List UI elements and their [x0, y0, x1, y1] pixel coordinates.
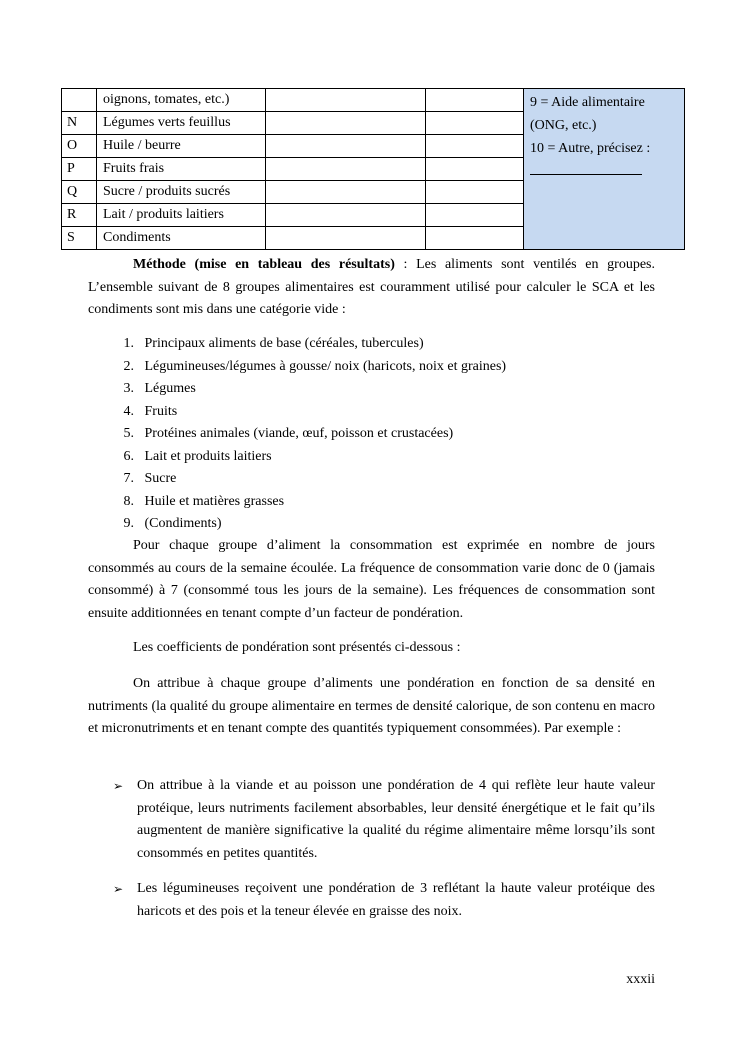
bullet-list	[113, 775, 655, 865]
row-label: Sucre / produits sucrés	[97, 181, 266, 204]
list-item	[88, 513, 655, 536]
list-number: 7.	[123, 471, 134, 486]
list-label: Sucre	[144, 471, 177, 486]
list-item	[88, 446, 655, 469]
list-label: Protéines animales (viande, œuf, poisson et crustacées)	[144, 426, 454, 441]
empty-cell	[266, 158, 426, 181]
row-label: Fruits frais	[97, 158, 266, 181]
bullet-list	[113, 878, 655, 923]
table-row	[62, 89, 685, 112]
empty-cell	[426, 204, 524, 227]
empty-cell	[266, 89, 426, 112]
list-number: 3.	[123, 381, 134, 396]
bullet-text: Les légumineuses reçoivent une pondération de 3 reflétant la haute valeur protéique des haricots et des pois et la teneur élevée en graisse des noix.	[137, 881, 655, 919]
list-number: 6.	[123, 448, 134, 464]
food-groups-table	[61, 88, 685, 250]
list-number: 2.	[123, 358, 134, 374]
arrow-bullet-icon: ➢	[113, 779, 124, 793]
list-item	[88, 423, 655, 446]
row-code: P	[62, 158, 97, 181]
empty-cell	[266, 135, 426, 158]
list-label: (Condiments)	[144, 516, 222, 531]
list-label: Lait et produits laitiers	[144, 448, 272, 464]
row-label: Huile / beurre	[97, 135, 266, 158]
food-group-list	[88, 333, 655, 536]
list-number: 8.	[123, 493, 134, 509]
row-label: Condiments	[97, 227, 266, 250]
list-item	[88, 333, 655, 356]
coefficients-paragraph: Les coefficients de pondération sont présentés ci-dessous :	[133, 640, 461, 655]
empty-cell	[426, 158, 524, 181]
arrow-bullet-icon: ➢	[113, 882, 124, 896]
empty-cell	[266, 204, 426, 227]
empty-cell	[426, 135, 524, 158]
bullet-text: On attribue à la viande et au poisson une pondération de 4 qui reflète leur haute valeur protéique, leurs nutriments facilement absorbables, leur densité énergétique et le fait qu’ils augmentent de manière significative la qualité du régime alimentaire même lorsqu’ils sont consommés en petites quantités.	[137, 778, 655, 861]
list-label: Légumes	[144, 381, 196, 396]
list-label: Fruits	[144, 403, 178, 419]
list-label: Huile et matières grasses	[144, 493, 285, 509]
frequency-paragraph: Pour chaque groupe d’aliment la consommation est exprimée en nombre de jours consommés au cours de la semaine écoulée. La fréquence de consommation varie donc de 0 (jamais consommé) à 7 (consommé tous les jours de la semaine). Les fréquences de consommation sont ensuite additionnées en tenant compte d’un facteur de pondération.	[88, 538, 655, 621]
list-label: Principaux aliments de base (céréales, tubercules)	[144, 336, 424, 351]
empty-cell	[426, 227, 524, 250]
attribution-paragraph: On attribue à chaque groupe d’aliments une pondération en fonction de sa densité en nutriments (la qualité du groupe alimentaire en termes de densité calorique, de son contenu en macro et micronutriments et en tenant compte des quantités typiquement consommées). Par exemple :	[88, 676, 655, 736]
empty-cell	[266, 181, 426, 204]
list-item	[113, 775, 655, 865]
list-label: Légumineuses/légumes à gousse/ noix (haricots, noix et graines)	[144, 358, 507, 374]
list-item	[88, 468, 655, 491]
empty-cell	[426, 112, 524, 135]
empty-cell	[426, 89, 524, 112]
list-item	[88, 491, 655, 514]
row-code: R	[62, 204, 97, 227]
legend-line: 10 = Autre, précisez :	[530, 141, 651, 156]
row-code: N	[62, 112, 97, 135]
list-item	[88, 401, 655, 424]
list-number: 1.	[123, 336, 134, 351]
row-label: Lait / produits laitiers	[97, 204, 266, 227]
blank-line	[530, 160, 678, 183]
method-heading: Méthode (mise en tableau des résultats)	[133, 257, 395, 272]
list-item	[113, 878, 655, 923]
legend-cell	[524, 89, 685, 250]
row-code: Q	[62, 181, 97, 204]
row-code	[62, 89, 97, 112]
list-item	[88, 356, 655, 379]
row-code: O	[62, 135, 97, 158]
page-number: xxxii	[626, 972, 655, 987]
empty-cell	[266, 227, 426, 250]
legend-line: 9 = Aide alimentaire	[530, 95, 645, 110]
row-label: Légumes verts feuillus	[97, 112, 266, 135]
empty-cell	[266, 112, 426, 135]
list-number: 9.	[123, 516, 134, 531]
list-number: 4.	[123, 403, 134, 419]
empty-cell	[426, 181, 524, 204]
legend-line: (ONG, etc.)	[530, 118, 597, 133]
method-text: : Les aliments sont ventilés en groupes. L’ensemble suivant de 8 groupes alimentaires est couramment utilisé pour calculer le SCA et les condiments sont mis dans une catégorie vide :	[88, 257, 655, 317]
row-label: oignons, tomates, etc.)	[97, 89, 266, 112]
list-item	[88, 378, 655, 401]
list-number: 5.	[123, 426, 134, 441]
method-paragraph	[88, 254, 655, 322]
row-code: S	[62, 227, 97, 250]
